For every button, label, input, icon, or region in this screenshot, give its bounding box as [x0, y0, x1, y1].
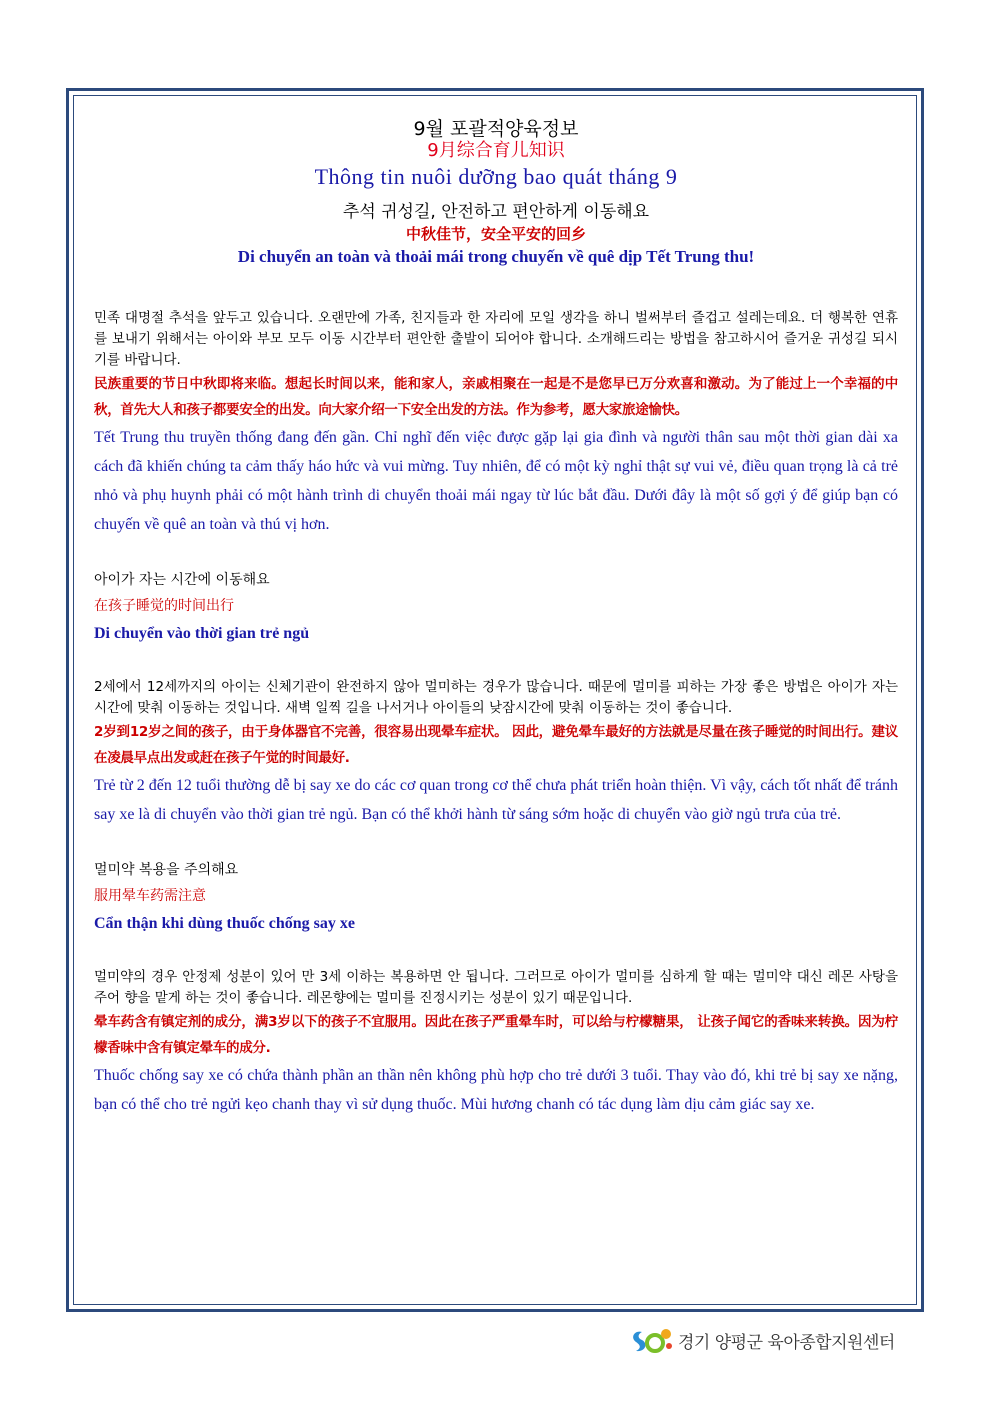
section1-body-chinese: 2岁到12岁之间的孩子，由于身体器官不完善，很容易出现晕车症状。 因此，避免晕车最好的方法就是尽量在孩子睡觉的时间出行。建议在凌晨早点出发或赶在孩子午觉的时间最好. [94, 724, 898, 766]
section1-body-korean: 2세에서 12세까지의 아이는 신체기관이 완전하지 않아 멀미하는 경우가 많습니다. 때문에 멀미를 피하는 가장 좋은 방법은 아이가 자는 시간에 맞춰 이동하는 것입니다. 새벽 일찍 길을 나서거나 아이들의 낮잠시간에 맞춰 이동하는 것이 좋습니다. [94, 679, 898, 716]
section2-heading-vietnamese: Cẩn thận khi dùng thuốc chống say xe [94, 915, 355, 932]
intro-vietnamese: Tết Trung thu truyền thống đang đến gần. Chỉ nghĩ đến việc được gặp lại gia đình và người thân sau một thời gian dài xa cách đã khiến chúng ta cảm thấy háo hức và vui mừng. Tuy nhiên, để có một kỳ nghỉ thật sự vui vẻ, điều quan trọng là cả trẻ nhỏ và phụ huynh phải có một hành trình di chuyển thoải mái ngay từ lúc bắt đầu. Dưới đây là một số gợi ý để giúp bạn có chuyến về quê an toàn và thú vị hơn. [94, 429, 898, 533]
section2-body-vietnamese: Thuốc chống say xe có chứa thành phần an thần nên không phù hợp cho trẻ dưới 3 tuổi. Thay vào đó, khi trẻ bị say xe nặng, bạn có thể cho trẻ ngửi kẹo chanh thay vì sử dụng thuốc. Mùi hương chanh có tác dụng làm dịu cảm giác say xe. [94, 1067, 898, 1113]
section1-heading-vietnamese: Di chuyển vào thời gian trẻ ngủ [94, 625, 310, 642]
section2-body-korean: 멀미약의 경우 안정제 성분이 있어 만 3세 이하는 복용하면 안 됩니다. 그러므로 아이가 멀미를 심하게 할 때는 멀미약 대신 레몬 사탕을 주어 향을 맡게 하는 것이 좋습니다. 레몬향에는 멀미를 진정시키는 성분이 있기 때문입니다. [94, 969, 898, 1006]
subtitle-korean: 추석 귀성길, 안전하고 편안하게 이동해요 [342, 202, 650, 222]
title-korean: 9월 포괄적양육정보 [413, 118, 579, 140]
section1-heading-chinese: 在孩子睡觉的时间出行 [94, 598, 234, 614]
title-chinese: 9月综合育儿知识 [427, 140, 565, 161]
section2-body-chinese: 晕车药含有镇定剂的成分，满3岁以下的孩子不宜服用。因此在孩子严重晕车时，可以给与柠檬糖果， 让孩子闻它的香味来转换。因为柠檬香味中含有镇定晕车的成分. [94, 1014, 898, 1056]
footer-org-name: 경기 양평군 육아종합지원센터 [678, 1332, 895, 1353]
title-vietnamese: Thông tin nuôi dưỡng bao quát tháng 9 [314, 164, 678, 189]
section2-heading-chinese: 服用晕车药需注意 [94, 888, 206, 904]
section1-body-vietnamese: Trẻ từ 2 đến 12 tuổi thường dễ bị say xe do các cơ quan trong cơ thể chưa phát triển hoàn thiện. Vì vậy, cách tốt nhất để tránh say xe là di chuyển vào thời gian trẻ ngủ. Bạn có thể khởi hành từ sáng sớm hoặc di chuyển vào giờ ngủ trưa của trẻ. [94, 777, 898, 823]
section2-heading-korean: 멀미약 복용을 주의해요 [94, 862, 239, 878]
subtitle-vietnamese: Di chuyển an toàn và thoải mái trong chuyến về quê dịp Tết Trung thu! [237, 247, 755, 266]
intro-chinese: 民族重要的节日中秋即将来临。想起长时间以来，能和家人，亲戚相聚在一起是不是您早已万分欢喜和激动。为了能过上一个幸福的中秋，首先大人和孩子都要安全的出发。向大家介绍一下安全出发的方法。作为参考，愿大家旅途愉快。 [94, 376, 898, 418]
sc-logo-icon [628, 1324, 674, 1356]
subtitle-chinese: 中秋佳节，安全平安的回乡 [405, 225, 586, 243]
document-content [94, 118, 898, 1119]
section1-heading-korean: 아이가 자는 시간에 이동해요 [94, 572, 270, 588]
footer-logo [628, 1322, 895, 1358]
intro-korean: 민족 대명절 추석을 앞두고 있습니다. 오랜만에 가족, 친지들과 한 자리에 모일 생각을 하니 벌써부터 즐겁고 설레는데요. 더 행복한 연휴를 보내기 위해서는 아이와 부모 모두 이동 시간부터 편안한 출발이 되어야 합니다. 소개해드리는 방법을 참고하시어 즐거운 귀성길 되시기를 바랍니다. [94, 310, 898, 368]
